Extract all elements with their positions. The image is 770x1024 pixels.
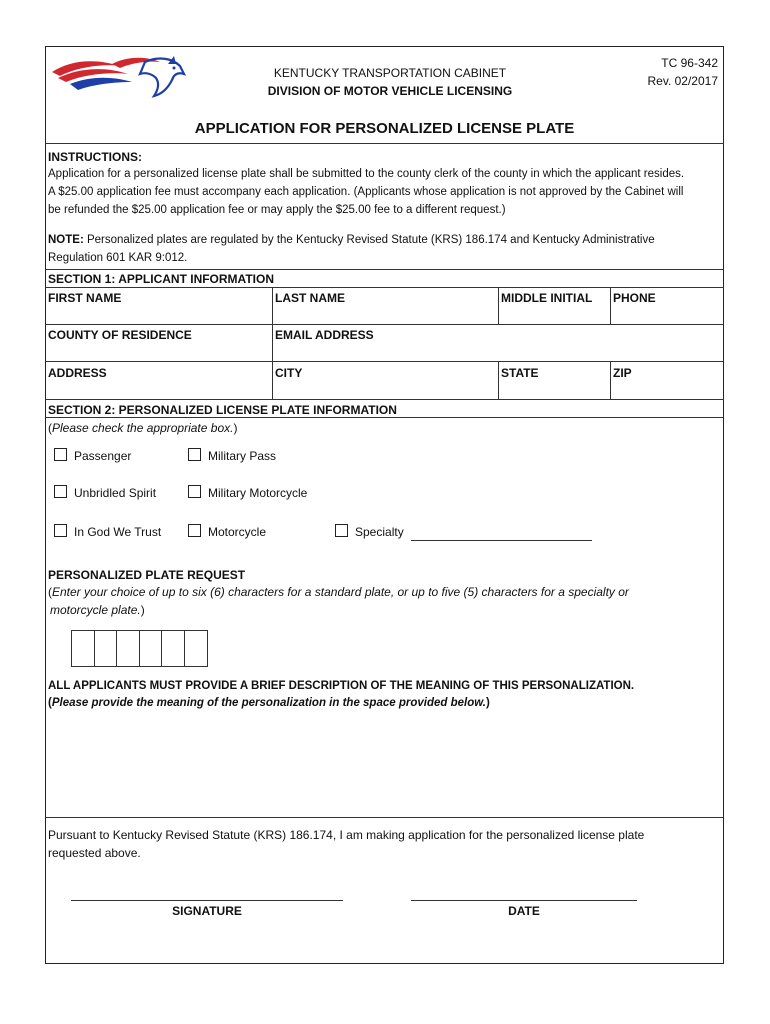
section1-heading: SECTION 1: APPLICANT INFORMATION <box>48 272 274 286</box>
in-god-we-trust-label: In God We Trust <box>74 525 162 539</box>
division-name: DIVISION OF MOTOR VEHICLE LICENSING <box>267 84 513 98</box>
plate-character-box[interactable] <box>185 631 208 666</box>
section2-heading: SECTION 2: PERSONALIZED LICENSE PLATE INFORMATION <box>48 403 397 417</box>
phone-label: PHONE <box>613 291 656 305</box>
paren: ) <box>140 603 145 617</box>
divider <box>272 287 273 399</box>
divider <box>45 269 724 270</box>
plate-request-heading: PERSONALIZED PLATE REQUEST <box>48 568 246 582</box>
divider <box>45 417 724 418</box>
plate-character-box[interactable] <box>162 631 185 666</box>
specialty-checkbox[interactable] <box>335 524 348 537</box>
zip-label: ZIP <box>613 366 632 380</box>
page-title: APPLICATION FOR PERSONALIZED LICENSE PLATE <box>194 120 575 137</box>
plate-request-instructions <box>50 603 145 617</box>
agency-name: KENTUCKY TRANSPORTATION CABINET <box>273 66 507 80</box>
plate-character-box[interactable] <box>95 631 118 666</box>
military-pass-checkbox[interactable] <box>188 448 201 461</box>
paren: ( <box>48 697 52 709</box>
specialty-label: Specialty <box>355 525 404 539</box>
date-line[interactable] <box>411 900 637 901</box>
divider <box>45 287 724 288</box>
description-textarea[interactable] <box>48 716 718 812</box>
divider <box>45 399 724 400</box>
divider <box>45 143 724 144</box>
email-label: EMAIL ADDRESS <box>275 328 374 342</box>
unbridled-spirit-label: Unbridled Spirit <box>74 486 157 500</box>
plate-character-box[interactable] <box>72 631 95 666</box>
form-border <box>45 46 724 964</box>
divider <box>45 817 724 818</box>
instructions-heading: INSTRUCTIONS: <box>48 150 142 164</box>
state-label: STATE <box>501 366 539 380</box>
plate-request-instructions <box>48 585 629 599</box>
note-line: Personalized plates are regulated by the Kentucky Revised Statute (KRS) 186.174 and Kentucky Administrative <box>83 234 655 246</box>
paren: ( <box>48 421 52 435</box>
motorcycle-checkbox[interactable] <box>188 524 201 537</box>
in-god-we-trust-checkbox[interactable] <box>54 524 67 537</box>
plate-character-box[interactable] <box>140 631 163 666</box>
instructions-text: be refunded the $25.00 application fee or may apply the $25.00 fee to a different request.) <box>48 204 506 216</box>
address-label: ADDRESS <box>48 366 107 380</box>
kentucky-horse-logo-icon <box>50 52 190 100</box>
city-label: CITY <box>275 366 303 380</box>
instructions-text: A $25.00 application fee must accompany each application. (Applicants whose application is not approved by the Cabinet will <box>48 186 684 198</box>
signature-label: SIGNATURE <box>172 904 242 918</box>
divider <box>498 287 499 324</box>
note-text <box>48 234 655 246</box>
military-motorcycle-checkbox[interactable] <box>188 485 201 498</box>
form-revision: Rev. 02/2017 <box>647 74 718 88</box>
divider <box>45 361 724 362</box>
certification-text: Pursuant to Kentucky Revised Statute (KRS) 186.174, I am making application for the personalized license plate <box>48 828 645 842</box>
paren: ) <box>233 421 238 435</box>
date-label: DATE <box>508 904 540 918</box>
note-text: Regulation 601 KAR 9:012. <box>48 252 188 264</box>
military-motorcycle-label: Military Motorcycle <box>208 486 308 500</box>
form-number: TC 96-342 <box>661 56 718 70</box>
county-label: COUNTY OF RESIDENCE <box>48 328 192 342</box>
description-note <box>48 697 490 709</box>
instructions-text: Application for a personalized license plate shall be submitted to the county clerk of the county in which the applicant resides. <box>48 168 685 180</box>
paren: ) <box>485 697 490 709</box>
note-label: NOTE: <box>48 234 84 246</box>
description-heading: ALL APPLICANTS MUST PROVIDE A BRIEF DESCRIPTION OF THE MEANING OF THIS PERSONALIZATION. <box>48 680 635 692</box>
specialty-input-line[interactable] <box>411 540 592 541</box>
passenger-checkbox[interactable] <box>54 448 67 461</box>
plate-character-box[interactable] <box>117 631 140 666</box>
last-name-label: LAST NAME <box>275 291 345 305</box>
certification-text: requested above. <box>48 846 141 860</box>
description-note-text: Please provide the meaning of the personalization in the space provided below. <box>51 697 486 709</box>
check-instruction-text: Please check the appropriate box. <box>52 421 234 435</box>
first-name-label: FIRST NAME <box>48 291 122 305</box>
unbridled-spirit-checkbox[interactable] <box>54 485 67 498</box>
motorcycle-label: Motorcycle <box>208 525 267 539</box>
paren: ( <box>48 585 52 599</box>
plate-character-boxes <box>71 630 208 667</box>
check-instruction <box>48 421 237 435</box>
middle-initial-label: MIDDLE INITIAL <box>501 291 593 305</box>
plate-request-text: motorcycle plate. <box>50 603 141 617</box>
plate-request-text: Enter your choice of up to six (6) characters for a standard plate, or up to five (5) characters for a specialty or <box>52 585 629 599</box>
military-pass-label: Military Pass <box>208 449 277 463</box>
divider <box>610 287 611 324</box>
divider <box>610 361 611 399</box>
divider <box>45 324 724 325</box>
passenger-label: Passenger <box>74 449 132 463</box>
signature-line[interactable] <box>71 900 343 901</box>
divider <box>498 361 499 399</box>
